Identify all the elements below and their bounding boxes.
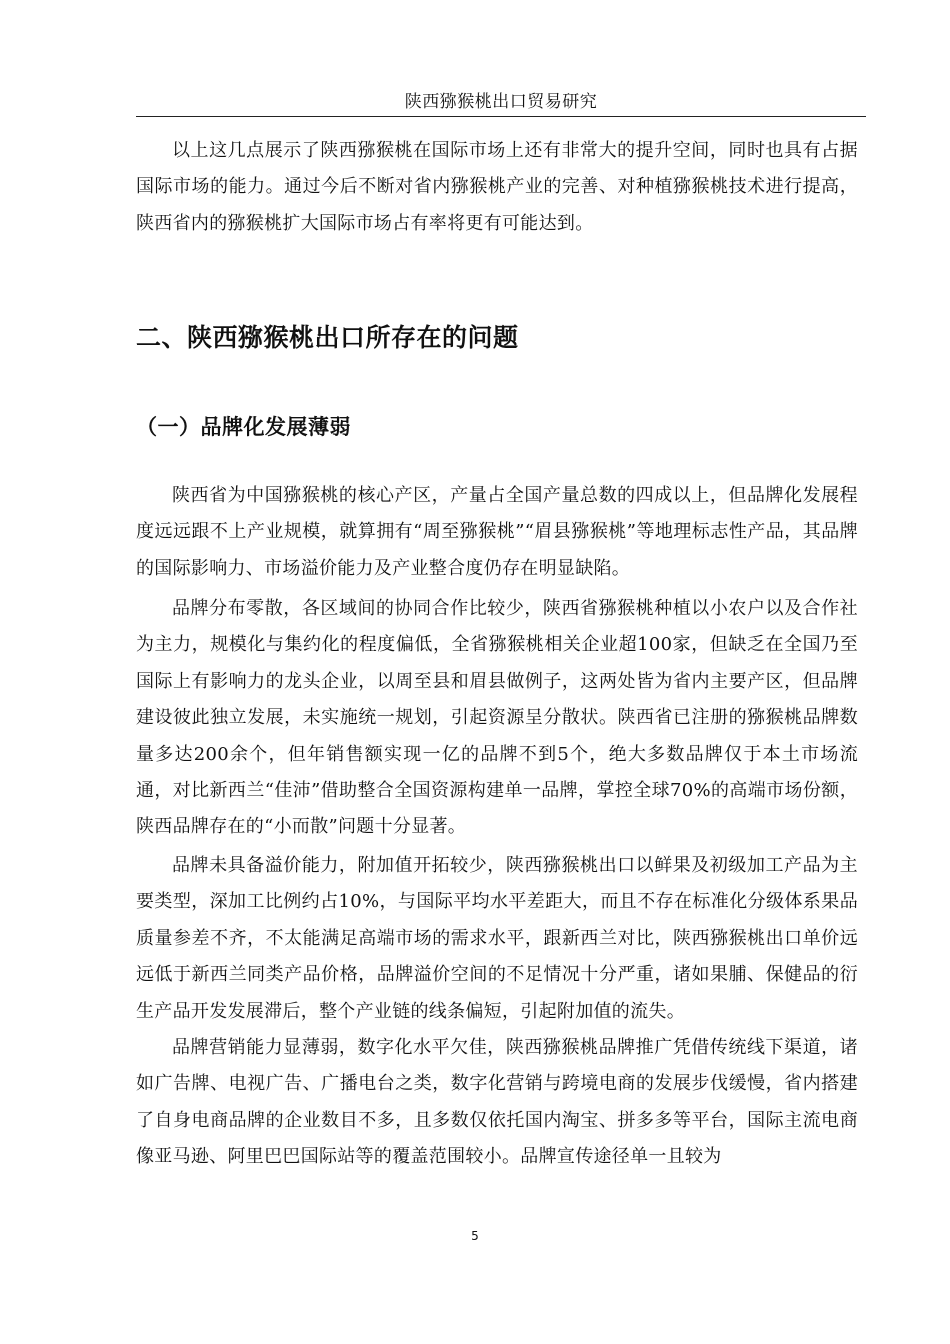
running-header: 陕西猕猴桃出口贸易研究 bbox=[404, 92, 598, 112]
page-number: 5 bbox=[471, 1229, 479, 1243]
subsection-heading: （一）品牌化发展薄弱 bbox=[136, 415, 351, 439]
body-paragraph: 陕西省为中国猕猴桃的核心产区，产量占全国产量总数的四成以上，但品牌化发展程度远远跟不上产业规模，就算拥有“周至猕猴桃”“眉县猕猴桃”等地理标志性产品，其品牌的国际影响力、市场溢价能力及产业整合度仍存在明显缺陷。 bbox=[136, 485, 858, 579]
body-paragraph: 品牌未具备溢价能力，附加值开拓较少，陕西猕猴桃出口以鲜果及初级加工产品为主要类型，深加工比例约占10%，与国际平均水平差距大，而且不存在标准化分级体系果品质量参差不齐，不太能满足高端市场的需求水平，跟新西兰对比，陕西猕猴桃出口单价远远低于新西兰同类产品价格，品牌溢价空间的不足情况十分严重，诸如果脯、保健品的衍生产品开发发展滞后，整个产业链的线条偏短，引起附加值的流失。 bbox=[136, 855, 858, 1022]
intro-paragraph: 以上这几点展示了陕西猕猴桃在国际市场上还有非常大的提升空间，同时也具有占据国际市场的能力。通过今后不断对省内猕猴桃产业的完善、对种植猕猴桃技术进行提高，陕西省内的猕猴桃扩大国际市场占有率将更有可能达到。 bbox=[136, 140, 858, 234]
header-rule bbox=[136, 116, 866, 117]
section-heading: 二、陕西猕猴桃出口所存在的问题 bbox=[136, 323, 519, 352]
body-paragraph: 品牌分布零散，各区域间的协同合作比较少，陕西省猕猴桃种植以小农户以及合作社为主力，规模化与集约化的程度偏低，全省猕猴桃相关企业超100家，但缺乏在全国乃至国际上有影响力的龙头企业，以周至县和眉县做例子，这两处皆为省内主要产区，但品牌建设彼此独立发展，未实施统一规划，引起资源呈分散状。陕西省已注册的猕猴桃品牌数量多达200余个，但年销售额实现一亿的品牌不到5个，绝大多数品牌仅于本土市场流通，对比新西兰“佳沛”借助整合全国资源构建单一品牌，掌控全球70%的高端市场份额，陕西品牌存在的“小而散”问题十分显著。 bbox=[136, 598, 858, 838]
body-paragraph: 品牌营销能力显薄弱，数字化水平欠佳，陕西猕猴桃品牌推广凭借传统线下渠道，诸如广告牌、电视广告、广播电台之类，数字化营销与跨境电商的发展步伐缓慢，省内搭建了自身电商品牌的企业数目不多，且多数仅依托国内淘宝、拼多多等平台，国际主流电商像亚马逊、阿里巴巴国际站等的覆盖范围较小。品牌宣传途径单一且较为 bbox=[136, 1037, 858, 1168]
